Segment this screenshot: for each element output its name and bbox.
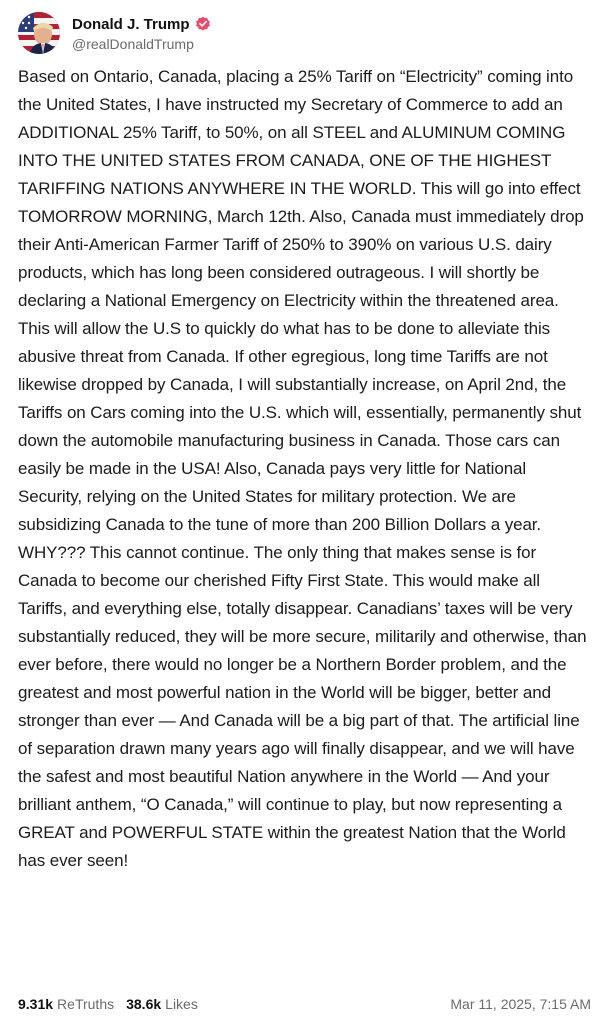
- retruths-count: 9.31k: [18, 996, 54, 1012]
- post-timestamp[interactable]: Mar 11, 2025, 7:15 AM: [450, 996, 591, 1012]
- avatar-image: [18, 12, 60, 54]
- likes-count: 38.6k: [126, 996, 162, 1012]
- author-handle[interactable]: @realDonaldTrump: [72, 36, 194, 52]
- post-body: Based on Ontario, Canada, placing a 25% Tariff on “Electricity” coming into the United States, I have instructed my Secretary of Commerce to add an ADDITIONAL 25% Tariff, to 50%, on all STEEL and ALUMINUM COMING INTO THE UNITED STATES FROM CANADA, ONE OF THE HIGHEST TARIFFING NATIONS ANYWHERE IN THE WORLD. This will go into effect TOMORROW MORNING, March 12th. Also, Canada must immediately drop their Anti-American Farmer Tariff of 250% to 390% on various U.S. dairy products, which has long been considered outrageous. I will shortly be declaring a National Emergency on Electricity within the threatened area. This will allow the U.S to quickly do what has to be done to alleviate this abusive threat from Canada. If other egregious, long time Tariffs are not likewise dropped by Canada, I will substantially increase, on April 2nd, the Tariffs on Cars coming into the U.S. which will, essentially, permanently shut down the automobile manufacturing business in Canada. Those cars can easily be made in the USA! Also, Canada pays very little for National Security, relying on the United States for military protection. We are subsidizing Canada to the tune of more than 200 Billion Dollars a year. WHY??? This cannot continue. The only thing that makes sense is for Canada to become our cherished Fifty First State. This would make all Tariffs, and everything else, totally disappear. Canadians’ taxes will be very substantially reduced, they will be more secure, militarily and otherwise, than ever before, there would no longer be a Northern Border problem, and the greatest and most powerful nation in the World will be bigger, better and stronger than ever — And Canada will be a big part of that. The artificial line of separation drawn many years ago will finally disappear, and we will have the safest and most beautiful Nation anywhere in the World — And your brilliant anthem, “O Canada,” will continue to play, but now representing a GREAT and POWERFUL STATE within the greatest Nation that the World has ever seen!: [18, 67, 587, 870]
- retruths-stat[interactable]: [18, 996, 114, 1012]
- author-names: [72, 14, 211, 52]
- avatar[interactable]: [18, 12, 60, 54]
- author-display-name[interactable]: Donald J. Trump: [72, 15, 190, 33]
- post-footer: [18, 992, 591, 1016]
- name-row: [72, 14, 211, 34]
- likes-label: Likes: [165, 996, 198, 1012]
- likes-stat[interactable]: [126, 996, 198, 1012]
- verified-check-icon: [195, 16, 211, 32]
- post-header: [18, 11, 211, 55]
- retruths-label: ReTruths: [57, 996, 115, 1012]
